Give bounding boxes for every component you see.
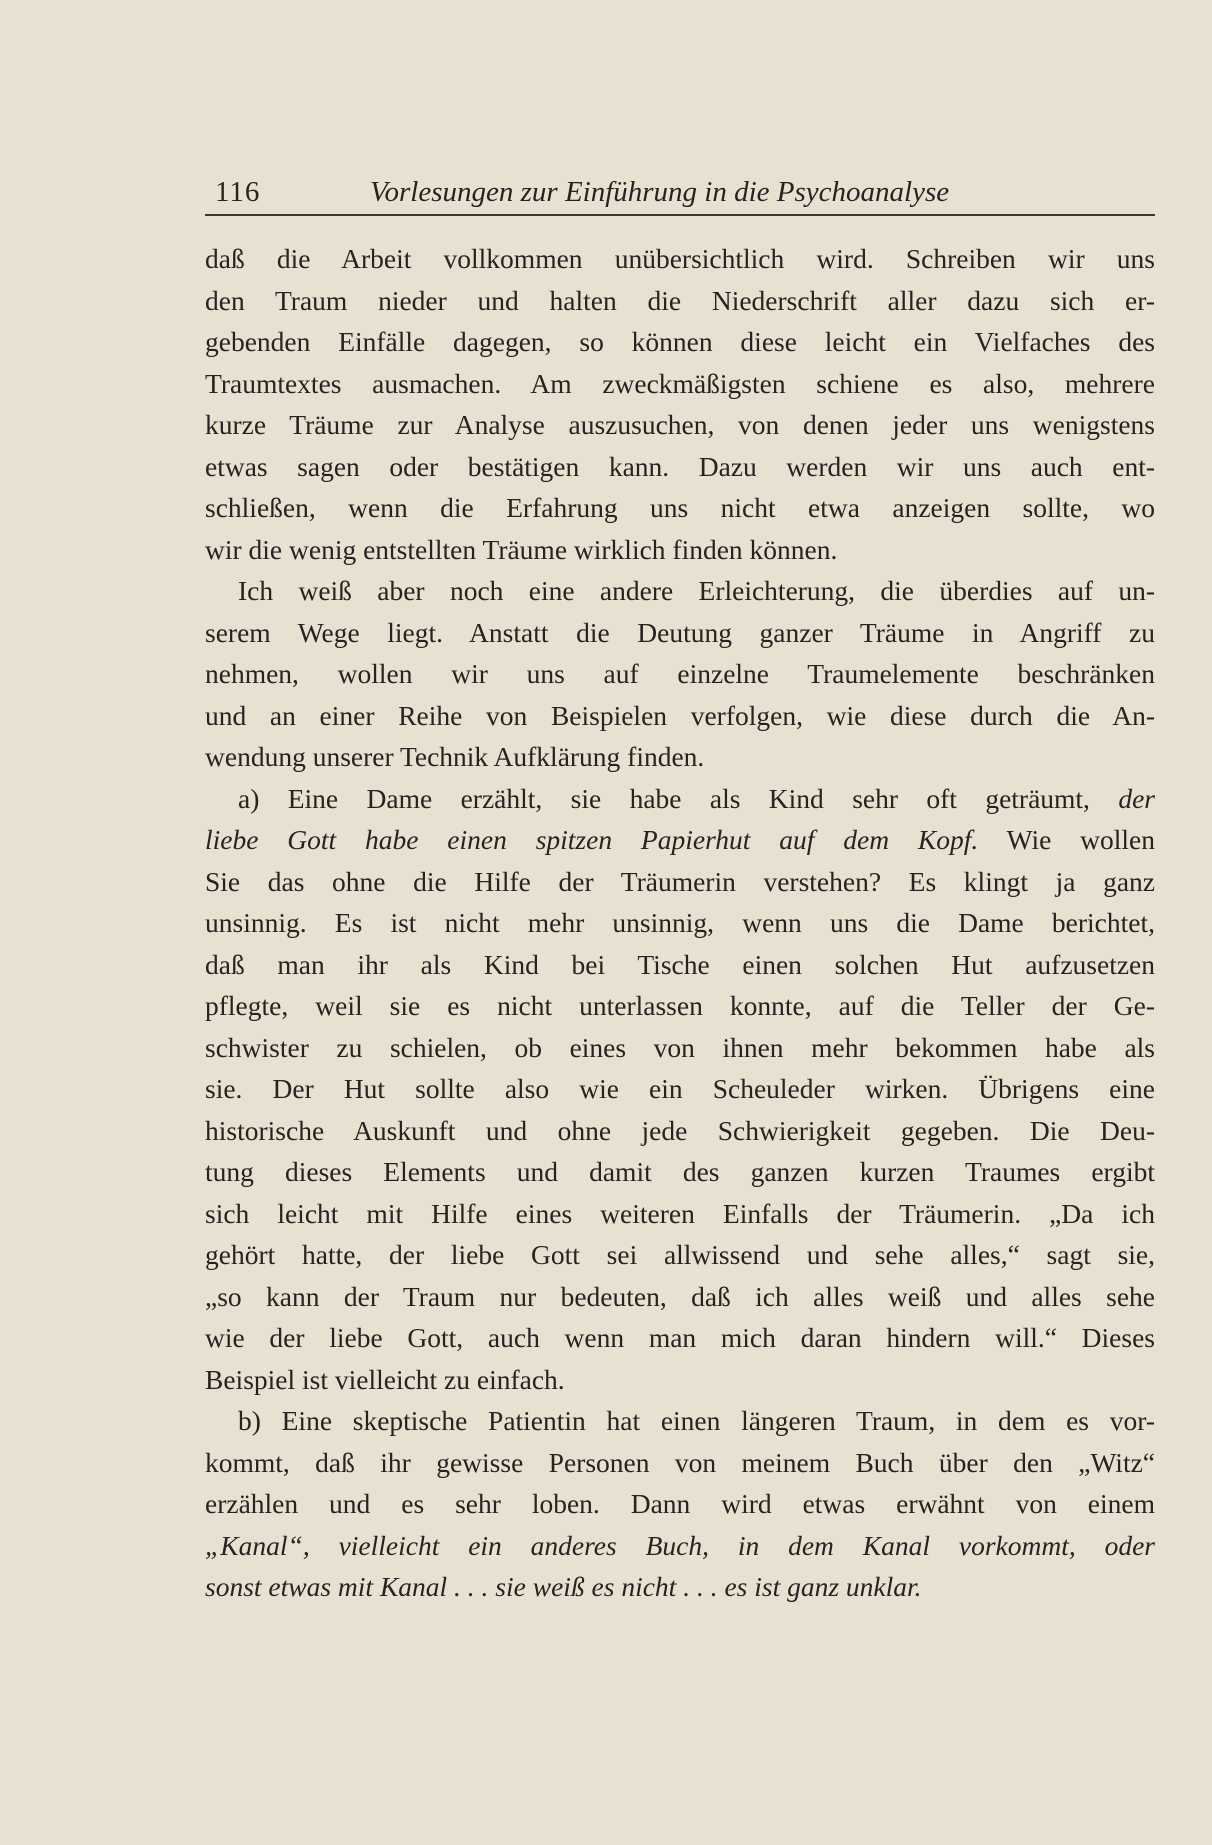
italic-text: liebe Gott habe einen spitzen Papierhut auf dem Kopf. (205, 824, 979, 855)
body-text (205, 238, 1155, 1608)
italic-text: „Kanal“, vielleicht ein anderes Buch, in dem Kanal vorkommt, oder (205, 1529, 1155, 1561)
text-segment: „so kann der Traum nur bedeuten, daß ich alles weiß und alles sehe (205, 1280, 1155, 1312)
text-segment: wie der liebe Gott, auch wenn man mich daran hindern will.“ Dieses (205, 1322, 1155, 1353)
text-segment: etwas sagen oder bestätigen kann. Dazu werden wir uns auch ent- (205, 450, 1155, 482)
text-line (205, 529, 1155, 571)
text-line (205, 238, 1155, 280)
text-segment: Beispiel ist vielleicht zu einfach. (205, 1363, 565, 1395)
text-line (205, 1110, 1155, 1152)
text-segment: sich leicht mit Hilfe eines weiteren Einfalls der Träumerin. „Da ich (205, 1197, 1155, 1229)
text-line (205, 363, 1155, 405)
page-number: 116 (215, 176, 261, 208)
text-segment: Wie wollen (978, 824, 1155, 855)
text-line (205, 1442, 1155, 1484)
text-line (205, 446, 1155, 488)
text-segment: erzählen und es sehr loben. Dann wird etwas erwähnt von einem (205, 1488, 1155, 1519)
text-segment: sie. Der Hut sollte also wie ein Scheuleder wirken. Übrigens eine (205, 1073, 1155, 1104)
text-line (205, 1566, 1155, 1608)
text-segment: daß man ihr als Kind bei Tische einen solchen Hut aufzusetzen (205, 948, 1155, 980)
text-segment: Sie das ohne die Hilfe der Träumerin verstehen? Es klingt ja ganz (205, 865, 1155, 897)
text-segment: kurze Träume zur Analyse auszusuchen, von denen jeder uns wenigstens (205, 409, 1155, 440)
text-segment: wir die wenig entstellten Träume wirklich finden können. (205, 533, 838, 565)
text-segment: nehmen, wollen wir uns auf einzelne Traumelemente beschränken (205, 658, 1155, 689)
text-line (205, 404, 1155, 446)
text-line (205, 1359, 1155, 1401)
italic-text: sonst etwas mit Kanal . . . sie weiß es nicht . . . es ist ganz unklar. (205, 1571, 922, 1602)
text-line (205, 819, 1155, 861)
text-line (205, 1276, 1155, 1318)
text-line (205, 1234, 1155, 1276)
text-segment: tung dieses Elements und damit des ganzen kurzen Traumes ergibt (205, 1156, 1155, 1187)
text-line (205, 736, 1155, 778)
text-segment: a) Eine Dame erzählt, sie habe als Kind sehr oft geträumt, (238, 782, 1119, 814)
text-line (205, 1317, 1155, 1359)
text-segment: daß die Arbeit vollkommen unübersichtlich wird. Schreiben wir uns (205, 243, 1155, 274)
text-segment: serem Wege liegt. Anstatt die Deutung ganzer Träume in Angriff zu (205, 616, 1155, 648)
text-line (205, 1151, 1155, 1193)
text-segment: wendung unserer Technik Aufklärung finden. (205, 741, 705, 772)
text-line (205, 861, 1155, 903)
text-segment: historische Auskunft und ohne jede Schwierigkeit gegeben. Die Deu- (205, 1114, 1155, 1146)
text-segment: Traumtextes ausmachen. Am zweckmäßigsten schiene es also, mehrere (205, 367, 1155, 399)
text-line (205, 944, 1155, 986)
text-line (205, 1027, 1155, 1069)
text-line (205, 280, 1155, 322)
text-segment: gehört hatte, der liebe Gott sei allwissend und sehe alles,“ sagt sie, (205, 1239, 1155, 1270)
text-segment: den Traum nieder und halten die Niederschrift aller dazu sich er- (205, 284, 1155, 316)
text-line (205, 653, 1155, 695)
text-segment: schwister zu schielen, ob eines von ihnen mehr bekommen habe als (205, 1031, 1155, 1063)
text-line (205, 1193, 1155, 1235)
text-line (205, 612, 1155, 654)
text-segment: pflegte, weil sie es nicht unterlassen konnte, auf die Teller der Ge- (205, 990, 1155, 1021)
italic-text: der (1118, 782, 1155, 814)
text-line (205, 570, 1155, 612)
text-line (205, 695, 1155, 737)
text-line (205, 1525, 1155, 1567)
text-line (205, 902, 1155, 944)
header-rule (205, 214, 1155, 216)
text-segment: b) Eine skeptische Patientin hat einen längeren Traum, in dem es vor- (238, 1405, 1155, 1436)
text-line (205, 985, 1155, 1027)
running-title: Vorlesungen zur Einführung in die Psychoanalyse (370, 176, 950, 208)
text-segment: schließen, wenn die Erfahrung uns nicht etwa anzeigen sollte, wo (205, 492, 1155, 523)
text-line (205, 1068, 1155, 1110)
text-segment: gebenden Einfälle dagegen, so können diese leicht ein Vielfaches des (205, 326, 1155, 357)
text-line (205, 778, 1155, 820)
text-segment: kommt, daß ihr gewisse Personen von meinem Buch über den „Witz“ (205, 1446, 1155, 1478)
text-segment: Ich weiß aber noch eine andere Erleichterung, die überdies auf un- (238, 575, 1155, 606)
text-line (205, 1400, 1155, 1442)
text-line (205, 321, 1155, 363)
text-line (205, 1483, 1155, 1525)
text-segment: und an einer Reihe von Beispielen verfolgen, wie diese durch die An- (205, 699, 1155, 731)
text-line (205, 487, 1155, 529)
text-segment: unsinnig. Es ist nicht mehr unsinnig, wenn uns die Dame berichtet, (205, 907, 1155, 938)
page-header (205, 176, 1155, 216)
